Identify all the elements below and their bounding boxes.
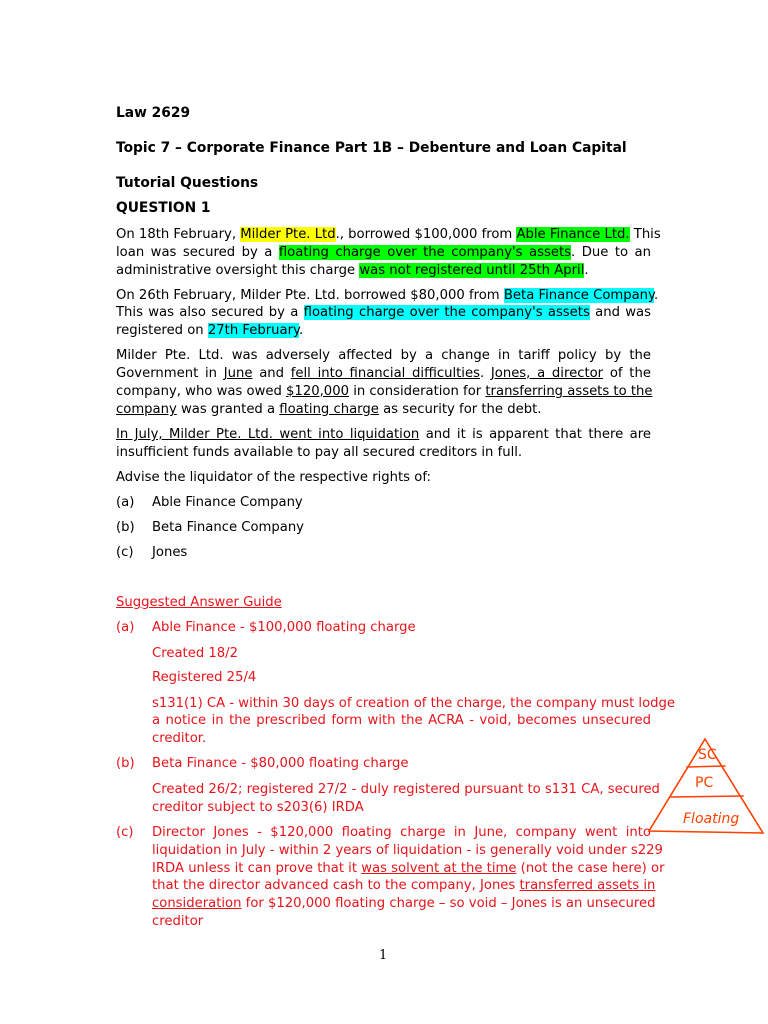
para3-line4: company was granted a floating charge as security for the debt. bbox=[116, 402, 542, 417]
option-c-label: (c) bbox=[116, 545, 134, 560]
para2-line3: registered on 27th February. bbox=[116, 323, 304, 338]
sketch-label-middle: PC bbox=[695, 775, 714, 791]
answer-c-label: (c) bbox=[116, 825, 134, 840]
pyramid-sketch bbox=[645, 735, 765, 840]
answer-c-line6: creditor bbox=[152, 914, 204, 929]
para2-line2: This was also secured by a floating charge over the company's assets and was bbox=[116, 305, 652, 320]
para3-line3: company, who was owed $120,000 in consideration for transferring assets to the bbox=[116, 384, 653, 399]
answer-b-label: (b) bbox=[116, 756, 135, 771]
answer-c-line3: IRDA unless it can prove that it was solvent at the time (not the case here) or bbox=[152, 861, 665, 876]
sketch-label-bottom: Floating bbox=[683, 811, 740, 827]
advise-text: Advise the liquidator of the respective rights of: bbox=[116, 470, 431, 485]
answer-c-line1: Director Jones - $120,000 floating charge in June, company went into bbox=[152, 825, 651, 840]
topic-title: Topic 7 – Corporate Finance Part 1B – Debenture and Loan Capital bbox=[116, 140, 627, 156]
answer-a-registered: Registered 25/4 bbox=[152, 670, 257, 685]
para4-line2: insufficient funds available to pay all secured creditors in full. bbox=[116, 445, 523, 460]
sketch-label-top: SC bbox=[698, 747, 717, 763]
option-a-text: Able Finance Company bbox=[152, 495, 303, 510]
answer-b-heading: Beta Finance - $80,000 floating charge bbox=[152, 756, 409, 771]
para1-line3: administrative oversight this charge was not registered until 25th April. bbox=[116, 263, 589, 278]
option-b-text: Beta Finance Company bbox=[152, 520, 304, 535]
option-a-label: (a) bbox=[116, 495, 135, 510]
answer-b-line2: creditor subject to s203(6) IRDA bbox=[152, 800, 364, 815]
answer-a-heading: Able Finance - $100,000 floating charge bbox=[152, 620, 416, 635]
answer-c-line4: that the director advanced cash to the company, Jones transferred assets in bbox=[152, 878, 656, 893]
answer-a-line3: creditor. bbox=[152, 731, 207, 746]
answer-c-line5: consideration for $120,000 floating charge – so void – Jones is an unsecured bbox=[152, 896, 656, 911]
question-heading: QUESTION 1 bbox=[116, 200, 211, 216]
option-b-label: (b) bbox=[116, 520, 135, 535]
para2-line1: On 26th February, Milder Pte. Ltd. borrowed $80,000 from Beta Finance Company. bbox=[116, 288, 659, 303]
page-number: 1 bbox=[379, 948, 388, 963]
course-code: Law 2629 bbox=[116, 105, 191, 121]
answer-a-line1: s131(1) CA - within 30 days of creation of the charge, the company must lodge bbox=[152, 696, 676, 711]
answer-b-line1: Created 26/2; registered 27/2 - duly registered pursuant to s131 CA, secured bbox=[152, 782, 660, 797]
answer-a-line2: a notice in the prescribed form with the ACRA - void, becomes unsecured bbox=[152, 713, 651, 728]
para4-line1: In July, Milder Pte. Ltd. went into liquidation and it is apparent that there are bbox=[116, 427, 651, 442]
para1-line2: loan was secured by a floating charge over the company's assets. Due to an bbox=[116, 245, 651, 260]
answer-a-label: (a) bbox=[116, 620, 135, 635]
para3-line2: Government in June and fell into financial difficulties. Jones, a director of the bbox=[116, 366, 651, 381]
answer-guide-title: Suggested Answer Guide bbox=[116, 595, 282, 610]
option-c-text: Jones bbox=[152, 545, 188, 560]
para3-line1: Milder Pte. Ltd. was adversely affected by a change in tariff policy by the bbox=[116, 348, 651, 363]
tutorial-heading: Tutorial Questions bbox=[116, 175, 259, 191]
para1-line1: On 18th February, Milder Pte. Ltd., borrowed $100,000 from Able Finance Ltd. This bbox=[116, 227, 661, 242]
answer-c-line2: liquidation in July - within 2 years of liquidation - is generally void under s229 bbox=[152, 843, 663, 858]
answer-a-created: Created 18/2 bbox=[152, 646, 238, 661]
